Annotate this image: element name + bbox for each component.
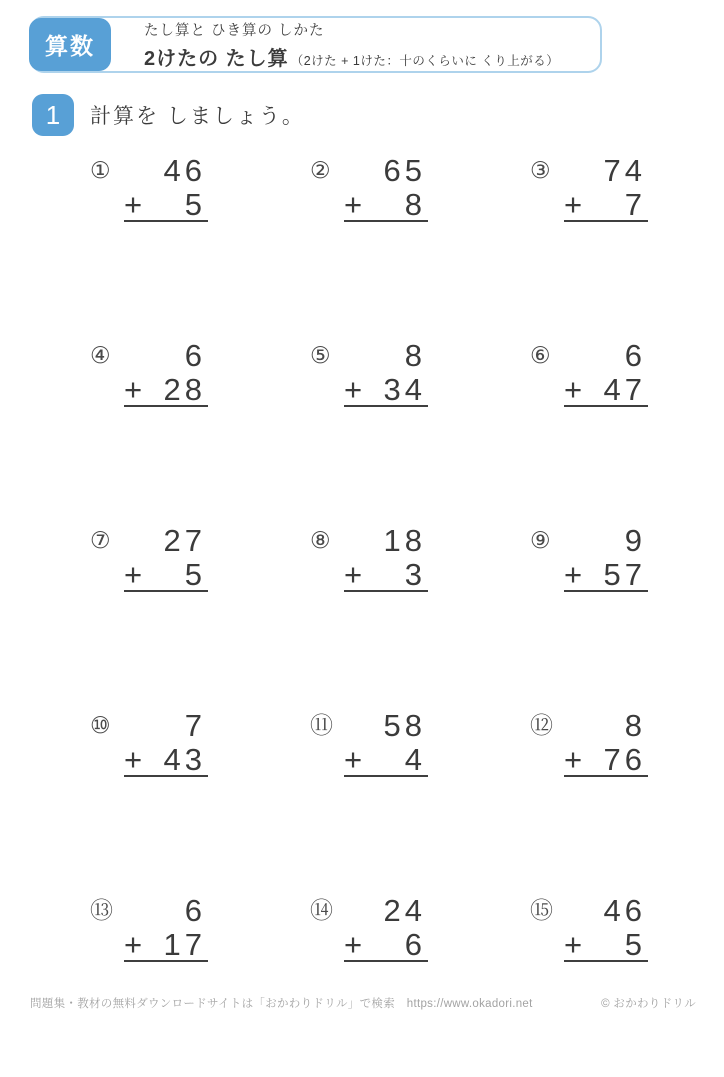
problems-grid	[60, 152, 720, 1077]
addend: 5	[184, 557, 206, 592]
vertical-addition	[344, 154, 428, 222]
vertical-addition	[564, 894, 648, 962]
problem-number: ⑨	[530, 527, 551, 553]
problem-number: ⑬	[90, 897, 113, 923]
problem-number: ⑮	[530, 897, 553, 923]
addend-row	[564, 928, 648, 962]
augend: 24	[383, 893, 426, 928]
section-header	[32, 94, 305, 136]
plus-sign: +	[344, 742, 363, 777]
addend-row	[564, 558, 648, 592]
addend-row	[344, 743, 428, 777]
title-box	[30, 16, 602, 73]
problem-01	[60, 152, 280, 337]
augend: 74	[603, 153, 646, 188]
addend-row	[124, 558, 208, 592]
augend: 6	[184, 338, 206, 373]
plus-sign: +	[564, 927, 583, 962]
addend: 76	[603, 742, 646, 777]
problem-07	[60, 522, 280, 707]
plus-sign: +	[344, 187, 363, 222]
problem-04	[60, 337, 280, 522]
worksheet-header	[30, 16, 602, 73]
plus-sign: +	[124, 927, 143, 962]
augend: 8	[404, 338, 426, 373]
problem-number: ⑪	[310, 712, 333, 738]
problem-number: ③	[530, 157, 551, 183]
addend: 7	[624, 187, 646, 222]
problem-12	[500, 707, 720, 892]
vertical-addition	[344, 709, 428, 777]
vertical-addition	[564, 524, 648, 592]
addend-row	[344, 188, 428, 222]
problem-14	[280, 892, 500, 1077]
footer-site-info: 問題集・教材の無料ダウンロードサイトは「おかわりドリル」で検索 https://www.okadori.net	[30, 998, 533, 1010]
worksheet-title-row	[144, 42, 586, 71]
vertical-addition	[124, 709, 208, 777]
worksheet-category: たし算と ひき算の しかた	[144, 22, 325, 39]
problem-06	[500, 337, 720, 522]
vertical-addition	[124, 339, 208, 407]
problem-number: ⑦	[90, 527, 111, 553]
vertical-addition	[564, 339, 648, 407]
addend: 28	[163, 372, 206, 407]
augend: 65	[383, 153, 426, 188]
addend: 5	[624, 927, 646, 962]
vertical-addition	[344, 894, 428, 962]
problem-10	[60, 707, 280, 892]
plus-sign: +	[124, 742, 143, 777]
problem-05	[280, 337, 500, 522]
augend: 8	[624, 708, 646, 743]
plus-sign: +	[124, 372, 143, 407]
problem-09	[500, 522, 720, 707]
addend-row	[124, 373, 208, 407]
augend: 46	[163, 153, 206, 188]
worksheet-title: 2けたの たし算	[144, 47, 289, 70]
augend: 7	[184, 708, 206, 743]
problem-number: ②	[310, 157, 331, 183]
augend: 58	[383, 708, 426, 743]
vertical-addition	[124, 154, 208, 222]
addend: 43	[163, 742, 206, 777]
vertical-addition	[564, 154, 648, 222]
addend: 6	[404, 927, 426, 962]
problem-13	[60, 892, 280, 1077]
problem-number: ⑩	[90, 712, 111, 738]
plus-sign: +	[344, 927, 363, 962]
vertical-addition	[344, 524, 428, 592]
plus-sign: +	[124, 557, 143, 592]
problem-08	[280, 522, 500, 707]
problem-number: ⑫	[530, 712, 553, 738]
plus-sign: +	[344, 557, 363, 592]
addend-row	[344, 373, 428, 407]
addend-row	[564, 373, 648, 407]
augend: 27	[163, 523, 206, 558]
section-number-badge: 1	[32, 94, 74, 136]
addend-row	[124, 188, 208, 222]
page-footer	[30, 995, 696, 1011]
augend: 46	[603, 893, 646, 928]
addend: 8	[404, 187, 426, 222]
plus-sign: +	[124, 187, 143, 222]
footer-copyright: © おかわりドリル	[601, 998, 696, 1010]
plus-sign: +	[344, 372, 363, 407]
addend: 5	[184, 187, 206, 222]
plus-sign: +	[564, 372, 583, 407]
problem-number: ⑥	[530, 342, 551, 368]
problem-number: ⑤	[310, 342, 331, 368]
augend: 9	[624, 523, 646, 558]
addend: 57	[603, 557, 646, 592]
addend: 4	[404, 742, 426, 777]
addend: 17	[163, 927, 206, 962]
addend-row	[124, 743, 208, 777]
addend: 34	[383, 372, 426, 407]
problem-number: ①	[90, 157, 111, 183]
addend-row	[344, 928, 428, 962]
worksheet-title-note: （2けた + 1けた：十のくらいに くり上がる）	[290, 53, 560, 68]
problem-number: ④	[90, 342, 111, 368]
plus-sign: +	[564, 557, 583, 592]
problem-02	[280, 152, 500, 337]
augend: 6	[184, 893, 206, 928]
addend-row	[344, 558, 428, 592]
plus-sign: +	[564, 742, 583, 777]
subject-badge: 算数	[29, 18, 111, 71]
augend: 18	[383, 523, 426, 558]
addend-row	[564, 743, 648, 777]
section-instruction: 計算を しましょう。	[90, 105, 305, 128]
vertical-addition	[124, 894, 208, 962]
addend-row	[564, 188, 648, 222]
vertical-addition	[344, 339, 428, 407]
problem-03	[500, 152, 720, 337]
problem-15	[500, 892, 720, 1077]
plus-sign: +	[564, 187, 583, 222]
addend: 47	[603, 372, 646, 407]
problem-number: ⑭	[310, 897, 333, 923]
problem-11	[280, 707, 500, 892]
vertical-addition	[124, 524, 208, 592]
problem-number: ⑧	[310, 527, 331, 553]
addend: 3	[404, 557, 426, 592]
augend: 6	[624, 338, 646, 373]
vertical-addition	[564, 709, 648, 777]
addend-row	[124, 928, 208, 962]
